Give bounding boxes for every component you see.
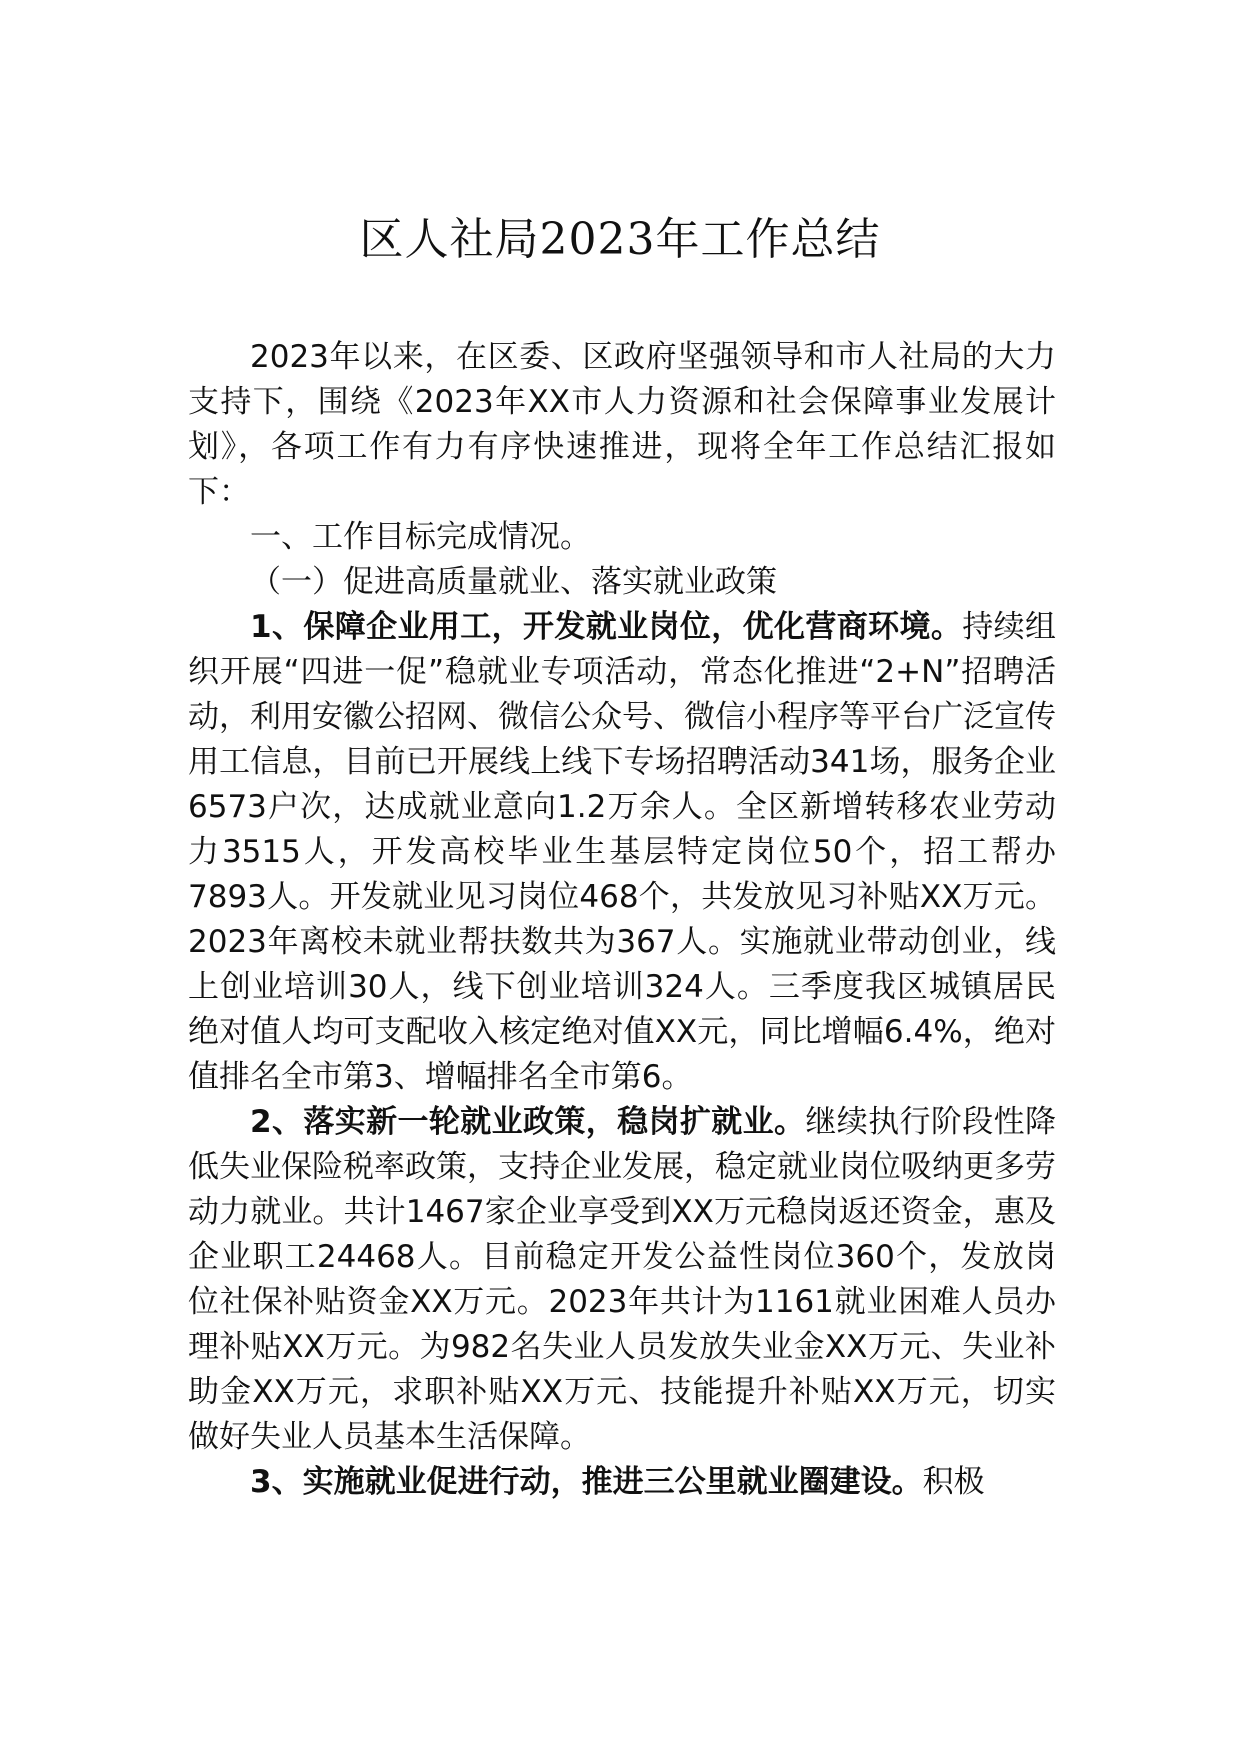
- document-body: [188, 335, 1056, 1505]
- item-2-text: 继续执行阶段性降低失业保险税率政策，支持企业发展，稳定就业岗位吸纳更多劳动力就业。共计1467家企业享受到XX万元稳岗返还资金，惠及企业职工24468人。目前稳定开发公益性岗位360个，发放岗位社保补贴资金XX万元。2023年共计为1161就业困难人员办理补贴XX万元。为982名失业人员发放失业金XX万元、失业补助金XX万元，求职补贴XX万元、技能提升补贴XX万元，切实做好失业人员基本生活保障。: [188, 1104, 1056, 1455]
- item-2-paragraph: [188, 1100, 1056, 1460]
- subsection-heading-1: （一）促进高质量就业、落实就业政策: [250, 564, 777, 600]
- intro-paragraph: 2023年以来，在区委、区政府坚强领导和市人社局的大力支持下，围绕《2023年XX市人力资源和社会保障事业发展计划》，各项工作有力有序快速推进，现将全年工作总结汇报如下：: [188, 339, 1056, 510]
- document-title: 区人社局2023年工作总结: [359, 214, 881, 265]
- item-3-text: 积极: [922, 1464, 985, 1500]
- item-2-heading: 2、落实新一轮就业政策，稳岗扩就业。: [250, 1104, 806, 1140]
- item-1-heading: 1、保障企业用工，开发就业岗位，优化营商环境。: [250, 609, 963, 645]
- item-3-heading: 3、实施就业促进行动，推进三公里就业圈建设。: [250, 1464, 923, 1500]
- item-1-text: 持续组织开展“四进一促”稳就业专项活动，常态化推进“2+N”招聘活动，利用安徽公招网、微信公众号、微信小程序等平台广泛宣传用工信息，目前已开展线上线下专场招聘活动341场，服务企业6573户次，达成就业意向1.2万余人。全区新增转移农业劳动力3515人，开发高校毕业生基层特定岗位50个，招工帮办7893人。开发就业见习岗位468个，共发放见习补贴XX万元。2023年离校未就业帮扶数共为367人。实施就业带动创业，线上创业培训30人，线下创业培训324人。三季度我区城镇居民绝对值人均可支配收入核定绝对值XX元，同比增幅6.4%，绝对值排名全市第3、增幅排名全市第6。: [188, 609, 1057, 1095]
- item-1-paragraph: [188, 605, 1056, 1100]
- item-3-paragraph: [188, 1460, 1056, 1505]
- section-heading-1: 一、工作目标完成情况。: [250, 519, 591, 555]
